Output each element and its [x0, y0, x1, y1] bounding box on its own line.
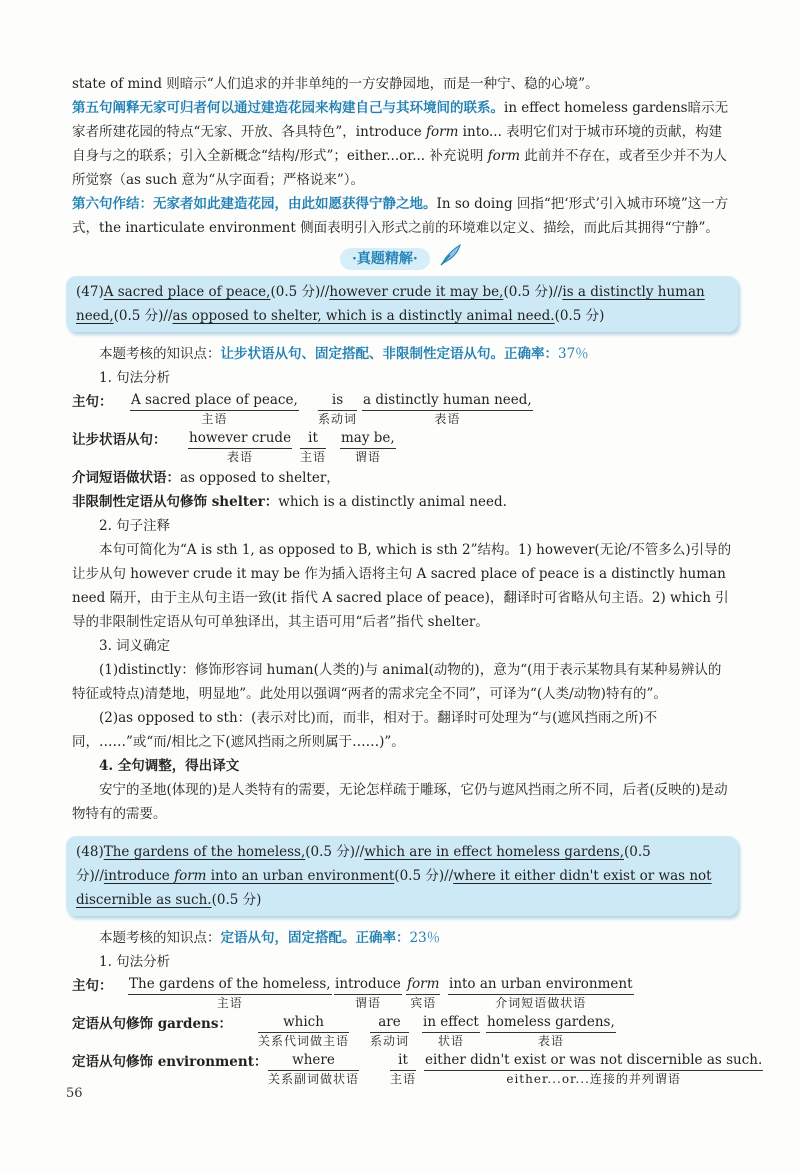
q48-g-in-effect: in effect 状语	[423, 1014, 479, 1048]
q48-knowledge: 本题考核的知识点：定语从句，固定搭配。正确率：23％	[99, 930, 441, 946]
q47-knowledge: 本题考核的知识点：让步状语从句、固定搭配、非限制性定语从句。正确率：37％	[99, 346, 589, 362]
q47-heading-2: 2. 句子注释	[99, 518, 171, 534]
paragraph-5-heading: 第五句阐释无家可归者何以通过建造花园来构建自己与其环境间的联系。	[72, 100, 504, 116]
question-47-box: (47)A sacred place of peace,(0.5 分)//however crude it may be,(0.5 分)//is a distinctly human need,(0.5 分)//as opposed to shelter, which is a distinctly animal need.(0.5 分)	[66, 276, 738, 332]
q48-main-verb: introduce 谓语	[335, 976, 401, 1010]
q48-e-where: where 关系副词做状语	[268, 1052, 360, 1086]
q47-conc-subject: it 主语	[300, 430, 327, 464]
q48-relative-environment: 定语从句修饰 environment： where 关系副词做状语 it 主语 either didn't exist or was not discernible as such. either...or...连接的并列谓语	[72, 1052, 763, 1086]
paragraph-6-heading: 第六句作结：无家者如此建造花园，由此如愿获得宁静之地。	[72, 196, 437, 212]
q48-e-predicate: either didn't exist or was not discernible as such. either...or...连接的并列谓语	[425, 1052, 763, 1086]
q47-note-2: 本句可简化为“A is sth 1, as opposed to B, which is sth 2”结构。1) however(无论/不管多么)引导的让步从句 however crude it may be 作为插入语将主句 A sacred place of peace is a distinctly human need 隔开，由于主从句主语一致(it 指代 A sacred place of peace)，翻译时可省略从句主语。2) which 引导的非限制性定语从句可单独译出，其主语可用“后者”指代 shelter。	[72, 542, 732, 630]
q48-e-it: it 主语	[390, 1052, 417, 1086]
paragraph-5: 第五句阐释无家可归者何以通过建造花园来构建自己与其环境间的联系。in effect homeless gardens暗示无家者所建花园的特点“无家、开放、各具特色”，introduce form into... 表明它们对于城市环境的贡献，构建自身与之的联系；引入全新概念“结构/形式”；either...or... 补充说明 form 此前并不存在，或者至少并不为人所觉察（as such 意为“从字面看；严格说来”）。	[72, 100, 729, 188]
q47-conc-predicative: however crude 表语	[189, 430, 292, 464]
q48-main-adverbial: into an urban environment 介词短语做状语	[449, 976, 633, 1010]
intro-line: state of mind 则暗示“人们追求的并非单纯的一方安静园地，而是一种宁、稳的心境”。	[72, 76, 599, 92]
q47-note-3a: (1)distinctly：修饰形容词 human(人类的)与 animal(动物的)，意为“(用于表示某物具有某种易辨认的特征或特点)清楚地，明显地”。此处用以强调“两者的需求完全不同”，可译为“(人类/动物)特有的”。	[72, 662, 722, 702]
q48-main-subject: The gardens of the homeless, 主语	[129, 976, 331, 1010]
q47-main-verb: is 系动词	[318, 392, 358, 426]
q47-heading-1: 1. 句法分析	[99, 370, 171, 386]
q48-g-which: which 关系代词做主语	[258, 1014, 350, 1048]
q47-heading-3: 3. 词义确定	[99, 638, 171, 654]
q47-prep-phrase: 介词短语做状语：as opposed to shelter，	[72, 470, 340, 486]
q48-relative-gardens: 定语从句修饰 gardens： which 关系代词做主语 are 系动词 in effect 状语 homeless gardens, 表语	[72, 1014, 615, 1048]
paragraph-6: 第六句作结：无家者如此建造花园，由此如愿获得宁静之地。In so doing 回指“把‘形式’引入城市环境”这一方式，the inarticulate environment 侧面表明引入形式之前的环境难以定义、描绘，而此后其拥得“宁静”。	[72, 196, 729, 236]
q47-main-subject: A sacred place of peace, 主语	[131, 392, 298, 426]
page-content	[72, 72, 763, 1088]
q47-note-3b: (2)as opposed to sth：(表示对比)而，而非，相对于。翻译时可处理为“与(遮风挡雨之所)不同，……”或“而/相比之下(遮风挡雨之所则属于……)”。	[72, 710, 658, 750]
q48-main-clause: 主句： The gardens of the homeless, 主语 introduce 谓语 form 宾语 into an urban environment 介词短语做状语	[72, 976, 633, 1010]
q47-main-predicative: a distinctly human need, 表语	[363, 392, 532, 426]
q48-main-object: form 宾语	[407, 976, 440, 1010]
q48-g-are: are 系动词	[370, 1014, 410, 1048]
q47-translation: 安宁的圣地(体现的)是人类特有的需要，无论怎样疏于雕琢，它仍与遮风挡雨之所不同，后者(反映的)是动物特有的需要。	[72, 782, 728, 822]
q48-heading-1: 1. 句法分析	[99, 954, 171, 970]
q48-g-predicative: homeless gardens, 表语	[487, 1014, 615, 1048]
q47-heading-4: 4. 全句调整，得出译文	[99, 758, 240, 774]
q47-concessive-clause: 让步状语从句： however crude 表语 it 主语 may be, 谓语	[72, 430, 395, 464]
q47-relative-clause: 非限制性定语从句修饰 shelter：which is a distinctly animal need.	[72, 494, 507, 510]
question-48-box: (48)The gardens of the homeless,(0.5 分)//which are in effect homeless gardens,(0.5 分)//introduce form into an urban environment(0.5 分)//where it either didn't exist or was not discernible as such.(0.5 分)	[66, 836, 738, 916]
section-banner-label: ·真题精解·	[340, 248, 430, 270]
q47-main-clause: 主句： A sacred place of peace, 主语 is 系动词 a distinctly human need, 表语	[72, 392, 532, 426]
page-number: 56	[66, 1086, 83, 1101]
q47-conc-verb: may be, 谓语	[341, 430, 395, 464]
section-banner	[72, 242, 732, 270]
quill-icon	[438, 242, 464, 276]
